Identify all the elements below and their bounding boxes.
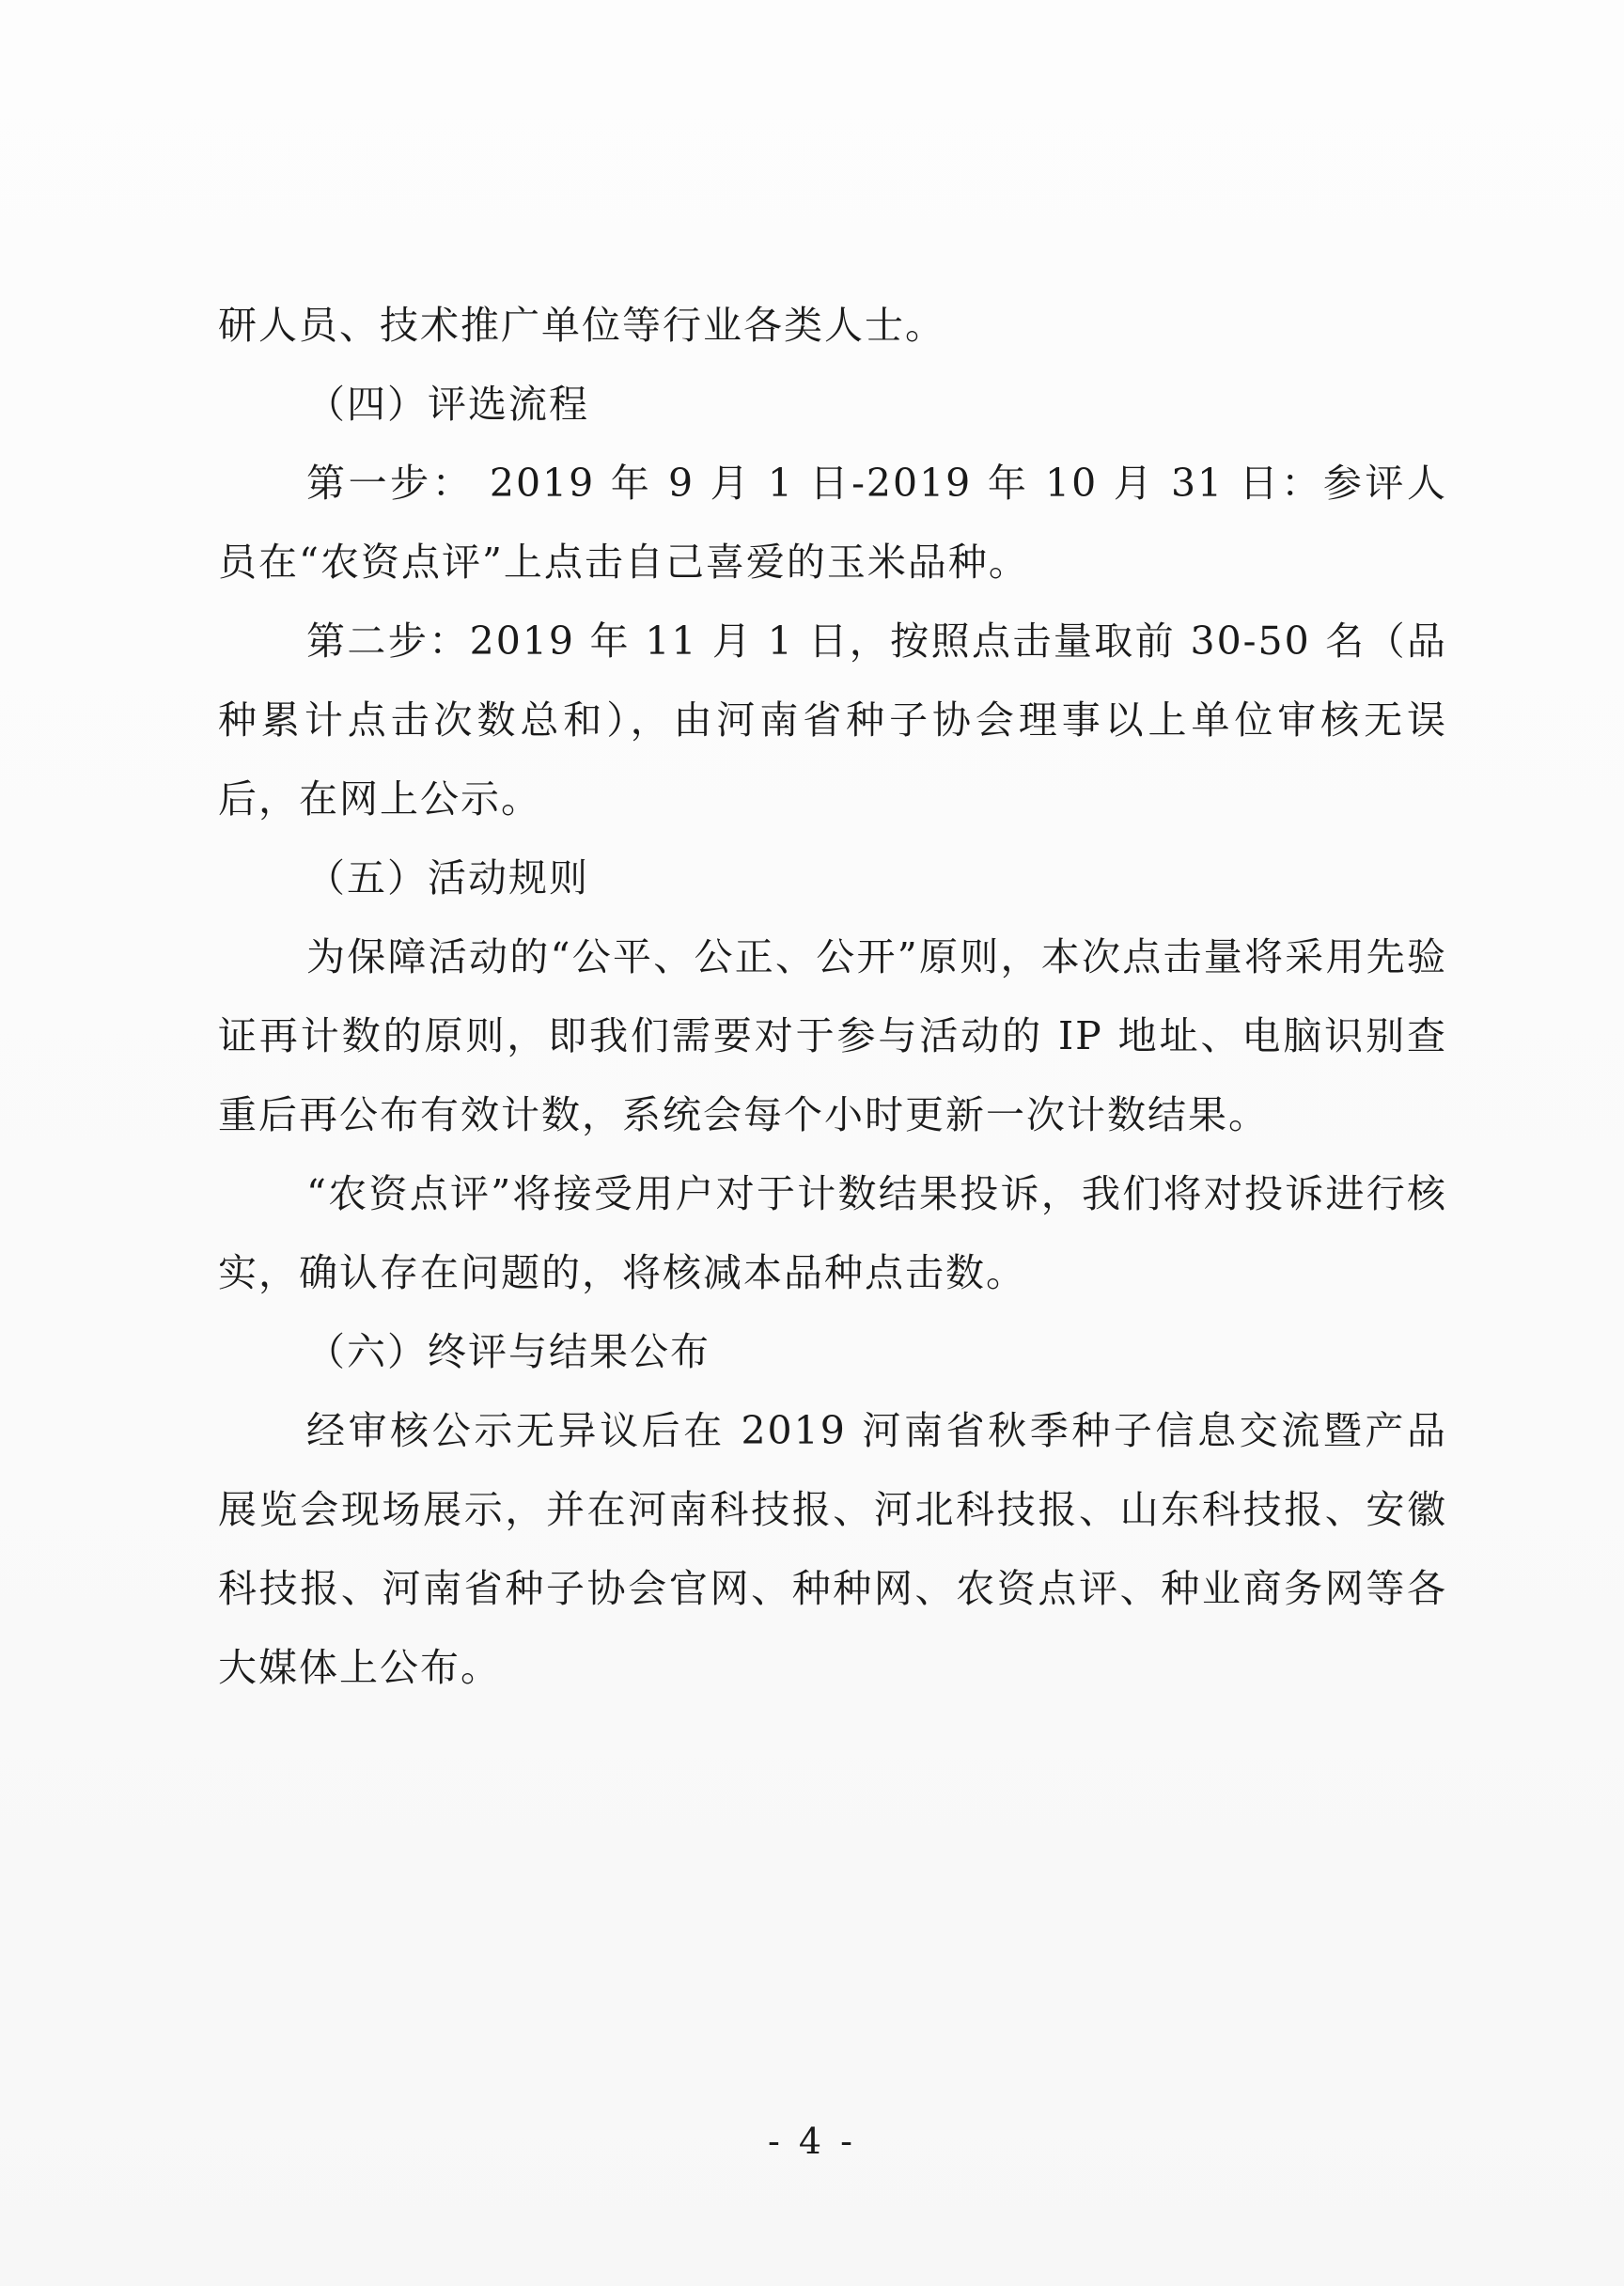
paragraph-step-two: 第二步：2019 年 11 月 1 日，按照点击量取前 30-50 名（品种累计点击次数总和），由河南省种子协会理事以上单位审核无误后，在网上公示。 (218, 618, 1447, 822)
paragraph-publication: 经审核公示无异议后在 2019 河南省秋季种子信息交流暨产品展览会现场展示，并在河南科技报、河北科技报、山东科技报、安徽科技报、河南省种子协会官网、种种网、农资点评、种业商务网等各大媒体上公布。 (218, 1408, 1447, 1690)
paragraph-step-one: 第一步： 2019 年 9 月 1 日-2019 年 10 月 31 日：参评人员在“农资点评”上点击自己喜爱的玉米品种。 (218, 461, 1447, 585)
section-heading-activity-rules: （五）活动规则 (306, 855, 589, 900)
paragraph-continuation: 研人员、技术推广单位等行业各类人士。 (218, 303, 945, 348)
paragraph-rules: 为保障活动的“公平、公正、公开”原则，本次点击量将采用先验证再计数的原则，即我们需要对于参与活动的 IP 地址、电脑识别查重后再公布有效计数，系统会每个小时更新一次计数结果。 (218, 934, 1447, 1137)
section-heading-selection-process: （四）评选流程 (306, 382, 589, 427)
section-heading-final-results: （六）终评与结果公布 (306, 1329, 710, 1374)
paragraph-complaints: “农资点评”将接受用户对于计数结果投诉，我们将对投诉进行核实，确认存在问题的，将核减本品种点击数。 (218, 1171, 1447, 1295)
document-body (218, 286, 1447, 1707)
page-number: - 4 - (767, 2121, 856, 2162)
